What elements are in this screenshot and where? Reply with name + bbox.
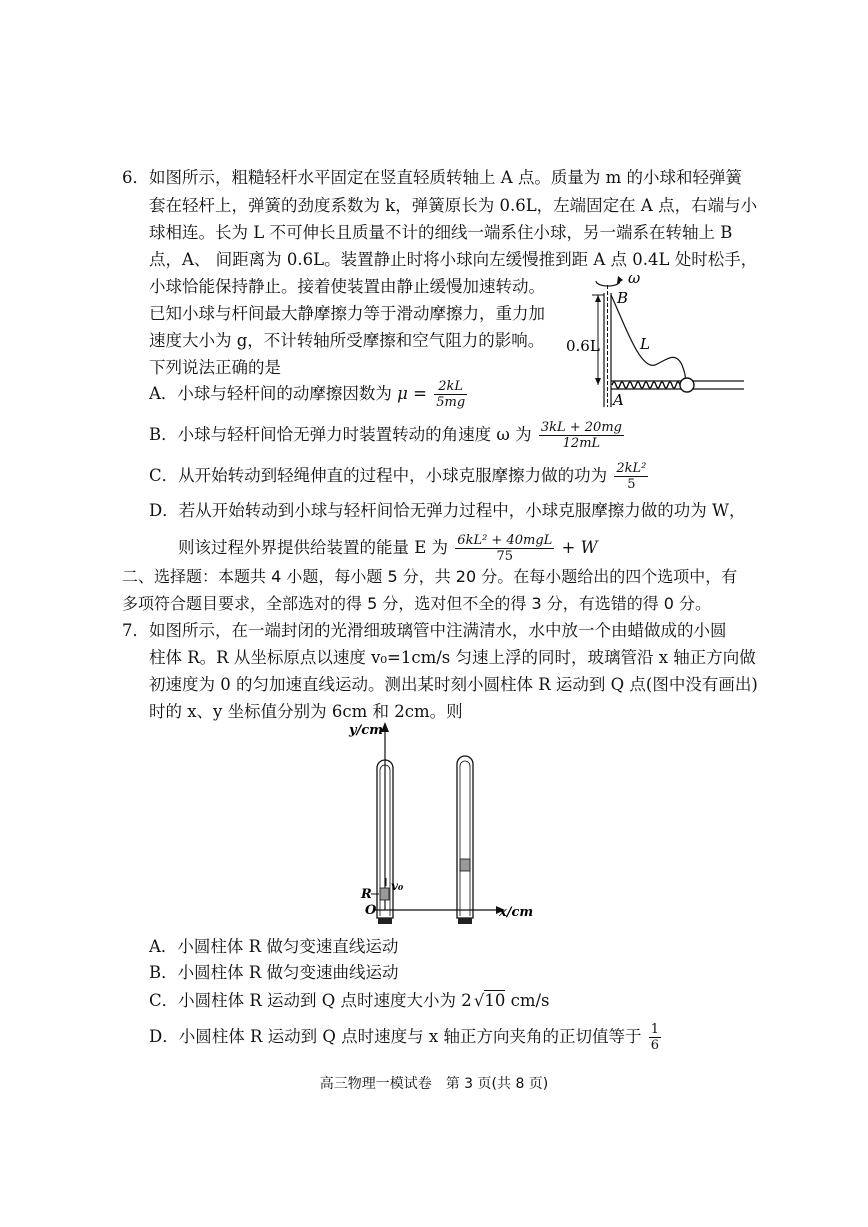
q6-option-a-fraction — [434, 379, 467, 410]
page-footer: 高三物理一模试卷 第 3 页(共 8 页) — [319, 1076, 549, 1092]
q7-origin-label: O — [365, 903, 377, 918]
q6-option-b-den: 12mL — [562, 436, 601, 451]
q6-figure — [560, 265, 750, 415]
q6-line-2: 套在轻杆上，弹簧的劲度系数为 k，弹簧原长为 0.6L，左端固定在 A 点，右端与小 — [149, 196, 758, 215]
q7-option-c-sqrt: √10 — [473, 991, 506, 1010]
q6-string-label: L — [640, 335, 650, 353]
q6-option-c-den: 5 — [627, 477, 636, 492]
q6-option-d-fraction — [455, 533, 554, 564]
q6-option-a-den: 5mg — [436, 395, 466, 410]
q6-line-4: 点，A、 间距离为 0.6L。装置静止时将小球向左缓慢推到距 A 点 0.4L 处时松手， — [149, 250, 758, 269]
q6-option-d-text: 若从开始转动到小球与轻杆间恰无弹力过程中，小球克服摩擦力做的功为 W， — [178, 501, 746, 520]
q6-option-b-text: 小球与轻杆间恰无弹力时装置转动的角速度 ω 为 — [177, 425, 532, 444]
q6-option-a-num: 2kL — [434, 379, 467, 395]
q7-option-c — [149, 990, 550, 1012]
q7-number: 7． — [122, 621, 149, 640]
q7-option-a-label: A． — [149, 937, 178, 956]
q6-line-7: 速度大小为 g，不计转轴所受摩擦和空气阻力的影响。 — [149, 331, 545, 350]
q6-option-d-text-2: 则该过程外界提供给装置的能量 E 为 — [178, 538, 449, 557]
q7-option-d-den: 6 — [650, 1038, 659, 1053]
q7-y-axis-label: y/cm — [349, 723, 383, 738]
q6-option-a — [149, 379, 469, 410]
q7-r-label: R — [361, 887, 372, 902]
q7-option-d-fraction — [649, 1022, 661, 1053]
q6-omega-label: ω — [628, 269, 641, 287]
q7-option-b-label: B． — [149, 963, 178, 982]
q7-option-c-radicand: 10 — [484, 991, 506, 1010]
q7-option-c-label: C． — [149, 991, 179, 1010]
q6-distance-label: 0.6L — [566, 337, 600, 355]
q6-option-b — [149, 420, 626, 451]
q6-number: 6． — [122, 168, 149, 187]
q6-option-d-den: 75 — [496, 549, 514, 564]
q6-option-d-tail: + W — [561, 538, 598, 557]
q6-line-3: 球相连。长为 L 不可伸长且质量不计的细线一端系住小球，另一端系在转轴上 B — [149, 223, 733, 242]
q6-option-b-fraction — [539, 420, 624, 451]
q7-option-b — [149, 962, 399, 984]
q6-option-d-label: D． — [149, 501, 179, 520]
q6-option-b-label: B． — [149, 425, 178, 444]
q7-option-c-text: 小圆柱体 R 运动到 Q 点时速度大小为 2 — [178, 991, 472, 1010]
q7-option-d-label: D． — [149, 1027, 179, 1046]
section2-line-2: 多项符合题目要求，全部选对的得 5 分，选对但不全的得 3 分，有选错的得 0 分。 — [122, 594, 712, 613]
q7-option-d-num: 1 — [650, 1022, 659, 1037]
q6-option-d-num: 6kL² + 40mgL — [457, 533, 553, 548]
q6-option-d-line1 — [149, 500, 745, 522]
q6-point-a-label: A — [613, 391, 624, 409]
q6-option-d-line2 — [178, 533, 598, 564]
q6-option-b-num: 3kL + 20mg — [540, 420, 622, 435]
q6-option-c-text: 从开始转动到轻绳伸直的过程中，小球克服摩擦力做的功为 — [178, 466, 608, 485]
q6-line-1: 如图所示，粗糙轻杆水平固定在竖直轻质转轴上 A 点。质量为 m 的小球和轻弹簧 — [149, 168, 743, 187]
q6-option-a-var: μ = — [397, 384, 427, 403]
q7-option-c-unit: cm/s — [510, 991, 550, 1010]
q6-option-c — [149, 461, 650, 492]
q6-line-8: 下列说法正确的是 — [149, 358, 281, 377]
q6-option-a-label: A． — [149, 384, 178, 403]
q7-option-a — [149, 936, 398, 958]
q7-line-2: 柱体 R。R 从坐标原点以速度 v₀=1cm/s 匀速上浮的同时，玻璃管沿 x 轴正方向做 — [149, 648, 756, 667]
section2-line-1: 二、选择题：本题共 4 小题，每小题 5 分，共 20 分。在每小题给出的四个选项中，有 — [122, 567, 738, 586]
q7-line-4: 时的 x、y 坐标值分别为 6cm 和 2cm。则 — [149, 702, 463, 721]
q7-option-d — [149, 1022, 663, 1053]
q6-option-c-label: C． — [149, 466, 179, 485]
q7-v0-label: v₀ — [391, 879, 404, 893]
q7-line-3: 初速度为 0 的匀加速直线运动。测出某时刻小圆柱体 R 运动到 Q 点(图中没有画出) — [149, 675, 758, 694]
q7-option-a-text: 小圆柱体 R 做匀变速直线运动 — [177, 937, 399, 956]
q6-option-a-text: 小球与轻杆间的动摩擦因数为 — [177, 384, 392, 403]
q6-line-6: 已知小球与杆间最大静摩擦力等于滑动摩擦力，重力加 — [149, 304, 545, 323]
q7-line-1: 如图所示，在一端封闭的光滑细玻璃管中注满清水，水中放一个由蜡做成的小圆 — [149, 621, 727, 640]
q7-option-b-text: 小圆柱体 R 做匀变速曲线运动 — [177, 963, 399, 982]
q6-point-b-label: B — [617, 289, 629, 307]
q6-option-c-fraction — [614, 461, 648, 492]
q7-x-axis-label: x/cm — [499, 905, 534, 920]
q6-option-c-num: 2kL² — [616, 461, 647, 476]
q7-figure — [345, 718, 545, 930]
q6-line-5: 小球恰能保持静止。接着使装置由静止缓慢加速转动。 — [149, 277, 545, 296]
q7-option-d-text: 小圆柱体 R 运动到 Q 点时速度与 x 轴正方向夹角的正切值等于 — [178, 1027, 642, 1046]
